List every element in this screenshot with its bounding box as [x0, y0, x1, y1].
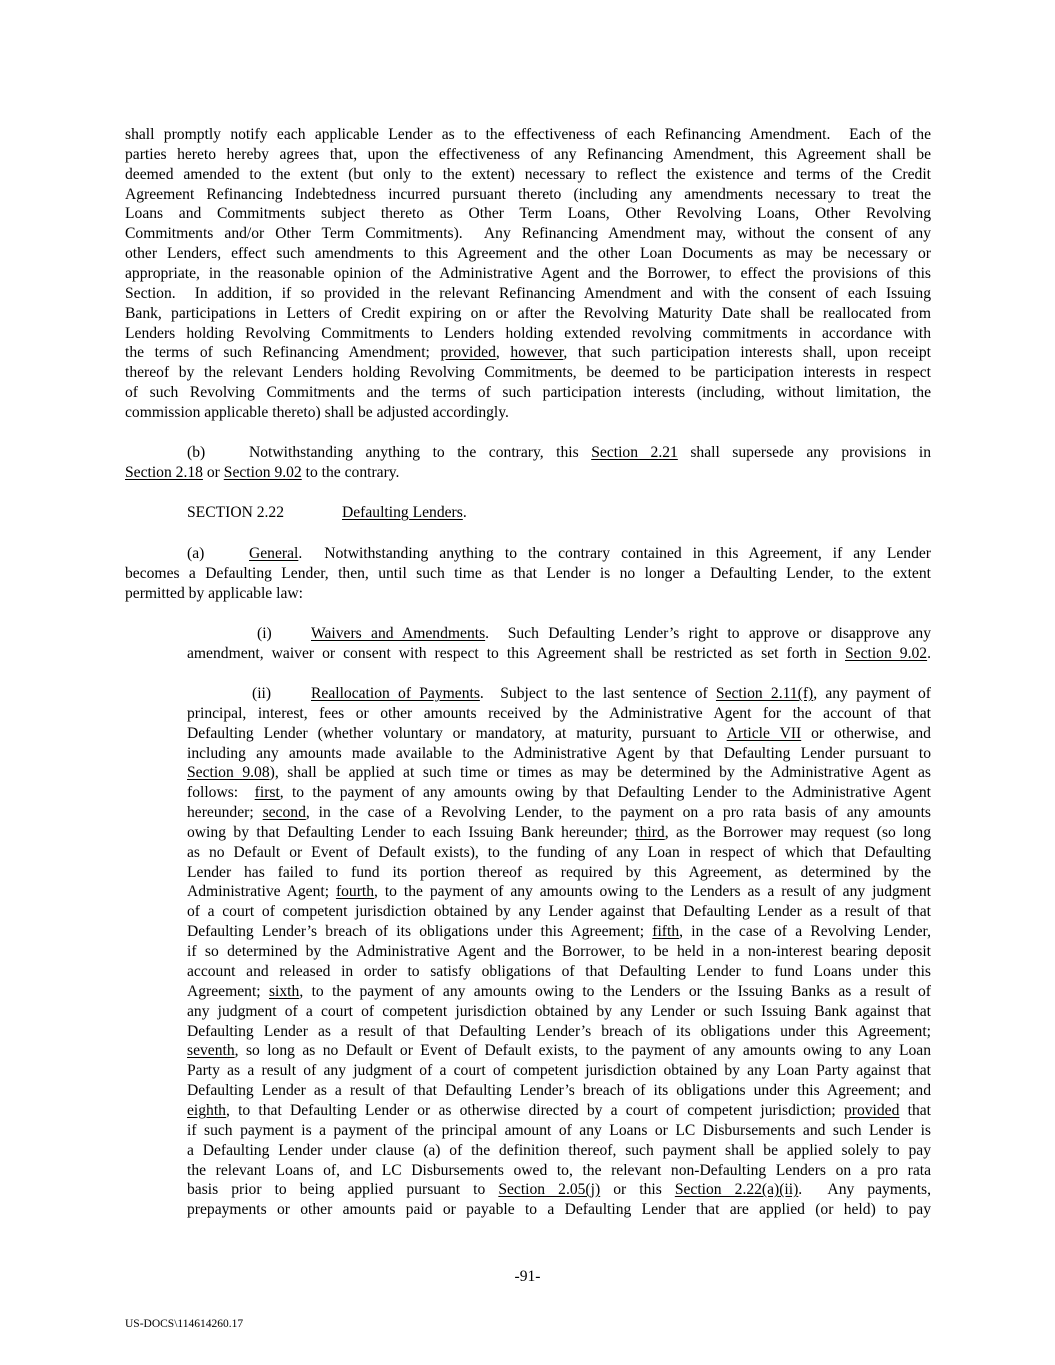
ordinal-fourth: fourth	[335, 883, 375, 900]
text-line: principal, interest, fees or other amounts received by the Administrative Agent for the account of that	[187, 705, 931, 722]
emphasis-provided: provided	[843, 1102, 900, 1119]
text-line	[187, 624, 931, 644]
text-run: .	[927, 645, 931, 662]
text-run: the terms of such Refinancing Amendment;	[125, 344, 441, 361]
text-line	[187, 783, 931, 803]
text-run: or this	[600, 1181, 675, 1198]
text-run: Agreement;	[187, 983, 269, 1000]
text-line: deemed amended to the extent (but only to the extent) necessary to reflect the existence and terms of the Credit	[125, 166, 931, 183]
cross-reference: Section 2.05(j)	[498, 1181, 601, 1198]
text-line: Defaulting Lender as a result of that Defaulting Lender’s breach of its obligations under this Agreement;	[187, 1023, 931, 1040]
text-line: a Defaulting Lender under clause (a) of the definition thereof, such payment shall be applied solely to pay	[187, 1142, 931, 1159]
text-run: basis prior to being applied pursuant to	[187, 1181, 499, 1198]
text-run: Administrative Agent;	[187, 883, 336, 900]
section-heading	[125, 503, 931, 523]
text-run: owing by that Defaulting Lender to each Issuing Bank hereunder;	[187, 824, 636, 841]
text-run: Defaulting Lender’s breach of its obligations under this Agreement;	[187, 923, 653, 940]
text-line: Lenders holding Revolving Commitments to Lenders holding extended revolving commitments in accordance with	[125, 325, 931, 342]
text-line	[187, 644, 931, 664]
text-run: , to the payment of any amounts owing to the Lenders or the Issuing Banks as a result of	[299, 983, 931, 1000]
text-run: . Notwithstanding anything to the contrary contained in this Agreement, if any Lender	[298, 545, 931, 562]
text-line: Lender has failed to fund its portion thereof as required by this Agreement, as determined by the	[187, 864, 931, 881]
text-line: of such Revolving Commitments and the terms of such participation interests (including, without limitation, the	[125, 384, 931, 401]
text-line: prepayments or other amounts paid or payable to a Defaulting Lender that are applied (or held) to pay	[187, 1201, 931, 1218]
text-line: thereof by the relevant Lenders holding Revolving Commitments, be deemed to be participation interests in respect	[125, 364, 931, 381]
text-line: if so determined by the Administrative Agent and the Borrower, to be held in a non-interest bearing deposit	[187, 943, 931, 960]
text-run: , to the payment of any amounts owing to the Lenders as a result of any judgment	[374, 883, 931, 900]
text-line: permitted by applicable law:	[125, 585, 303, 602]
text-run	[311, 624, 931, 644]
text-run	[249, 443, 931, 463]
text-run: , in the case of a Revolving Lender,	[679, 923, 931, 940]
clause-heading: Waivers and Amendments	[311, 625, 486, 642]
text-run: that	[899, 1102, 931, 1119]
text-line	[187, 922, 931, 942]
text-line: Party as a result of any judgment of a court of competent jurisdiction obtained by any Loan Party against that	[187, 1062, 931, 1079]
text-run: . Such Defaulting Lender’s right to approve or disapprove any	[485, 625, 931, 642]
clause-marker: (a)	[187, 545, 205, 562]
text-line	[125, 343, 931, 363]
text-run: , any payment of	[813, 685, 932, 702]
text-run: .	[462, 504, 467, 521]
text-run: , so long as no Default or Event of Default exists, to the payment of any amounts owing to any Loan	[234, 1042, 931, 1059]
text-run: , as the Borrower may request (so long	[664, 824, 931, 841]
cross-reference: Section 2.22(a)(ii)	[674, 1181, 799, 1198]
clause-heading: Reallocation of Payments	[311, 685, 480, 702]
text-run: shall supersede any provisions in	[677, 444, 931, 461]
text-line	[187, 1101, 931, 1121]
emphasis-however: however	[510, 344, 564, 361]
text-run	[311, 684, 931, 704]
text-line: any judgment of a court of competent jurisdiction obtained by any Lender or such Issuing Bank against that	[187, 1003, 931, 1020]
text-line: Agreement Refinancing Indebtedness incurred pursuant thereto (including any amendments necessary to treat the	[125, 186, 931, 203]
text-run: or	[202, 464, 224, 481]
text-line: including any amounts made available to the Administrative Agent by that Defaulting Lender pursuant to	[187, 745, 931, 762]
text-line	[187, 982, 931, 1002]
text-line: the relevant Loans of, and LC Disbursements owed to, the relevant non-Defaulting Lenders on a pro rata	[187, 1162, 931, 1179]
text-line: Defaulting Lender as a result of that Defaulting Lender’s breach of its obligations under this Agreement; and	[187, 1082, 931, 1099]
text-run: Defaulting Lender (whether voluntary or mandatory, at maturity, pursuant to	[187, 725, 727, 742]
text-line	[187, 882, 931, 902]
text-run	[249, 544, 931, 564]
cross-reference: Section 2.11(f)	[715, 685, 814, 702]
ordinal-first: first	[254, 784, 280, 801]
ordinal-sixth: sixth	[268, 983, 300, 1000]
text-run: . Any payments,	[798, 1181, 931, 1198]
ordinal-seventh: seventh	[187, 1042, 235, 1059]
text-run: , that such participation interests shall, upon receipt	[563, 344, 931, 361]
text-line: of a court of competent jurisdiction obtained by any Lender against that Defaulting Lender as a result of that	[187, 903, 931, 920]
text-run: , in the case of a Revolving Lender, to the payment on a pro rata basis of any amounts	[305, 804, 931, 821]
ordinal-second: second	[262, 804, 306, 821]
text-line: appropriate, in the reasonable opinion of the Administrative Agent and the Borrower, to effect the provisions of this	[125, 265, 931, 282]
ordinal-third: third	[635, 824, 665, 841]
text-line	[187, 803, 931, 823]
text-line: parties hereto hereby agrees that, upon the effectiveness of any Refinancing Amendment, this Agreement shall be	[125, 146, 931, 163]
text-run: Notwithstanding anything to the contrary, this	[249, 444, 592, 461]
text-run: ), shall be applied at such time or times as may be determined by the Administrative Agent as	[269, 764, 931, 781]
document-id: US-DOCS\114614260.17	[125, 1318, 244, 1330]
text-line	[125, 463, 931, 483]
text-line: becomes a Defaulting Lender, then, until such time as that Lender is no longer a Defaulting Lender, to the extent	[125, 565, 931, 582]
text-run: , to the payment of any amounts owing by that Defaulting Lender to the Administrative Agent	[279, 784, 931, 801]
text-run: amendment, waiver or consent with respect to this Agreement shall be restricted as set forth in	[187, 645, 845, 662]
section-title: Defaulting Lenders	[342, 504, 463, 521]
cross-reference: Section 9.02	[845, 645, 928, 662]
cross-reference: Section 2.18	[125, 464, 203, 481]
text-line: other Lenders, effect such amendments to this Agreement and the other Loan Documents as may be necessary or	[125, 245, 931, 262]
ordinal-fifth: fifth	[652, 923, 680, 940]
text-line	[125, 443, 931, 463]
ordinal-eighth: eighth	[187, 1102, 226, 1119]
page-number: -91-	[514, 1268, 541, 1285]
text-line: account and released in order to satisfy obligations of that Defaulting Lender to fund Loans under this	[187, 963, 931, 980]
text-line	[187, 684, 931, 704]
text-line: if such payment is a payment of the principal amount of any Loans or LC Disbursements and such Lender is	[187, 1122, 931, 1139]
text-line	[125, 544, 931, 564]
text-run: follows:	[187, 784, 255, 801]
text-run: or otherwise, and	[801, 725, 931, 742]
cross-reference: Section 2.21	[591, 444, 678, 461]
cross-reference: Article VII	[726, 725, 802, 742]
text-line: Commitments and/or Other Term Commitments). Any Refinancing Amendment may, without the consent of any	[125, 225, 931, 242]
text-line: shall promptly notify each applicable Lender as to the effectiveness of each Refinancing Amendment. Each of the	[125, 126, 931, 143]
text-line	[187, 1180, 931, 1200]
clause-heading: General	[249, 545, 299, 562]
clause-marker: (b)	[187, 444, 206, 461]
clause-marker: (ii)	[252, 685, 272, 702]
emphasis-provided: provided	[440, 344, 496, 361]
text-line: Section. In addition, if so provided in the relevant Refinancing Amendment and with the consent of each Issuing	[125, 285, 931, 302]
text-run: ,	[495, 344, 511, 361]
text-line	[187, 823, 931, 843]
section-number: SECTION 2.22	[187, 504, 285, 521]
cross-reference: Section 9.08	[187, 764, 270, 781]
text-line: Bank, participations in Letters of Credit expiring on or after the Revolving Maturity Date shall be reallocated from	[125, 305, 931, 322]
text-run: to the contrary.	[301, 464, 400, 481]
clause-marker: (i)	[257, 625, 272, 642]
text-line	[187, 724, 931, 744]
text-line: commission applicable thereto) shall be adjusted accordingly.	[125, 404, 509, 421]
text-line: as no Default or Event of Default exists), to the funding of any Loan in respect of which that Defaulting	[187, 844, 931, 861]
text-run: hereunder;	[187, 804, 263, 821]
text-line	[187, 763, 931, 783]
text-run: . Subject to the last sentence of	[479, 685, 716, 702]
section-title-wrap	[342, 503, 467, 523]
cross-reference: Section 9.02	[223, 464, 302, 481]
text-run: , to that Defaulting Lender or as otherwise directed by a court of competent jurisdiction;	[225, 1102, 844, 1119]
text-line	[187, 1041, 931, 1061]
text-line: Loans and Commitments subject thereto as Other Term Loans, Other Revolving Loans, Other Revolving	[125, 205, 931, 222]
